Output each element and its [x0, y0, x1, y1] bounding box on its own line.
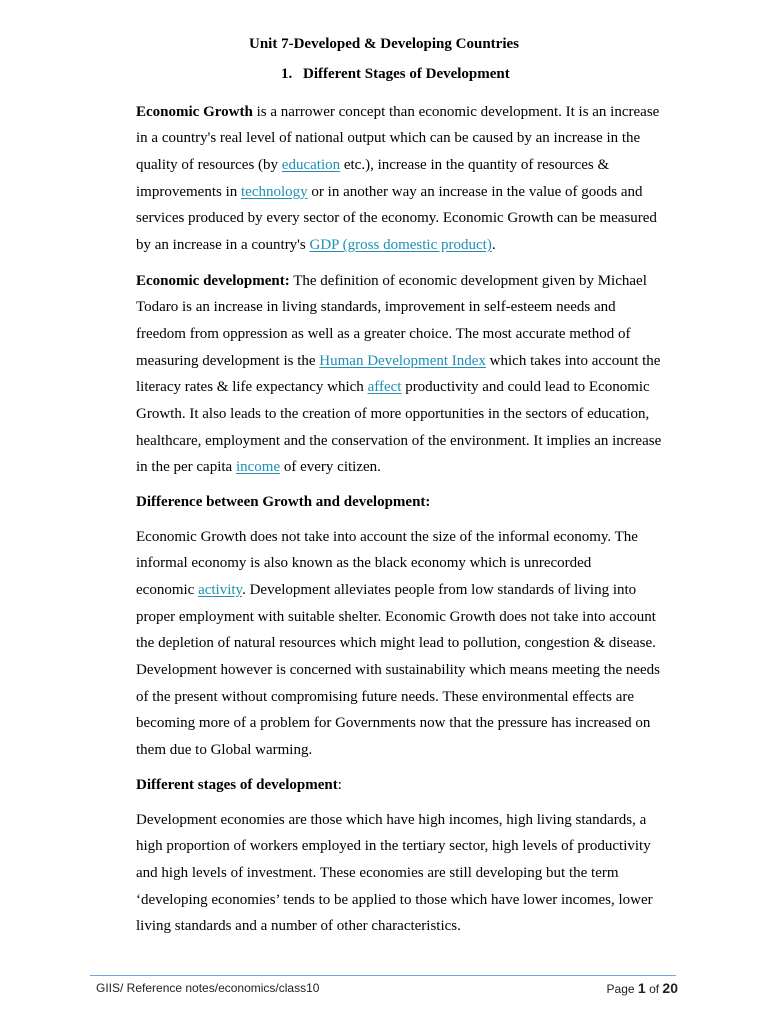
text-line: high proportion of workers employed in the tertiary sector, high levels of productivity — [136, 838, 651, 855]
text-line: Economic Growth does not take into account the size of the informal economy. The — [136, 528, 638, 545]
link-technology[interactable]: technology — [241, 183, 308, 200]
text-line: living standards and a number of other characteristics. — [136, 918, 461, 935]
text-line — [136, 232, 659, 259]
section-number: 1. — [281, 66, 293, 82]
link-gdp[interactable]: GDP (gross domestic product) — [309, 237, 492, 254]
heading-text: Difference between Growth and development: — [136, 493, 431, 510]
term-economic-growth: Economic Growth — [136, 103, 253, 120]
heading-colon: : — [337, 776, 342, 793]
text-line: them due to Global warming. — [136, 742, 313, 759]
text-line: of the present without compromising future needs. These environmental effects are — [136, 688, 635, 705]
text-line: and high levels of investment. These economies are still developing but the term — [136, 864, 619, 881]
text-line: Growth. It also leads to the creation of more opportunities in the sectors of education, — [136, 406, 650, 423]
text-line — [136, 99, 659, 126]
text-line — [136, 454, 661, 481]
footer-divider — [90, 975, 676, 976]
text-segment: economic — [136, 581, 199, 598]
text-segment: . Development alleviates people from low standards of living into — [242, 581, 637, 598]
heading-difference — [136, 489, 430, 516]
section-title: Different Stages of Development — [303, 66, 510, 82]
term-economic-development: Economic development: — [136, 272, 290, 289]
text-segment: by an increase in a country's — [136, 237, 310, 254]
text-line: Development economies are those which have high incomes, high living standards, a — [136, 811, 647, 828]
text-segment: or in another way an increase in the value of goods and — [307, 183, 643, 200]
text-segment: measuring development is the — [136, 352, 320, 369]
text-line — [136, 374, 661, 401]
link-education[interactable]: education — [281, 156, 341, 173]
text-line: in a country's real level of national output which can be caused by an increase in the — [136, 130, 641, 147]
page-current: 1 — [637, 980, 646, 996]
text-line — [136, 152, 659, 179]
text-segment: literacy rates & life expectancy which — [136, 379, 368, 396]
text-segment: is a narrower concept than economic development. It is an increase — [252, 103, 660, 120]
text-line: Todaro is an increase in living standards, improvement in self-esteem needs and — [136, 299, 616, 316]
text-line: services produced by every sector of the economy. Economic Growth can be measured — [136, 210, 657, 227]
link-affect[interactable]: affect — [367, 379, 402, 396]
text-line: freedom from oppression as well as a greater choice. The most accurate method of — [136, 325, 631, 342]
text-segment: improvements in — [136, 183, 241, 200]
page-label: Page — [606, 982, 635, 996]
link-activity[interactable]: activity — [198, 581, 243, 598]
link-human-development-index[interactable]: Human Development Index — [319, 352, 486, 369]
text-line: Development however is concerned with sustainability which means meeting the needs — [136, 662, 661, 679]
section-heading — [281, 61, 510, 87]
text-segment: quality of resources (by — [136, 156, 282, 173]
document-title: Unit 7-Developed & Developing Countries — [249, 36, 519, 52]
text-segment: . — [491, 237, 496, 254]
text-segment: etc.), increase in the quantity of resources & — [340, 156, 610, 173]
text-line: the depletion of natural resources which might lead to pollution, congestion & disease. — [136, 635, 656, 652]
text-line — [136, 179, 659, 206]
text-line: proper employment with suitable shelter. Economic Growth does not take into account — [136, 608, 656, 625]
text-line — [136, 577, 660, 604]
text-segment: productivity and could lead to Economic — [401, 379, 650, 396]
text-line — [136, 348, 661, 375]
of-label: of — [649, 982, 660, 996]
link-income[interactable]: income — [235, 459, 281, 476]
page-total: 20 — [662, 980, 678, 996]
paragraph-difference — [136, 524, 660, 764]
page-number — [607, 979, 678, 998]
text-line: becoming more of a problem for Governments now that the pressure has increased on — [136, 715, 651, 732]
heading-line — [136, 772, 342, 799]
text-segment: in the per capita — [136, 459, 236, 476]
footer-path: GIIS/ Reference notes/economics/class10 — [96, 981, 320, 995]
paragraph-stages — [136, 807, 653, 940]
text-segment: of every citizen. — [280, 459, 381, 476]
paragraph-economic-development — [136, 268, 661, 482]
paragraph-economic-growth — [136, 99, 659, 259]
text-segment: which takes into account the — [485, 352, 661, 369]
text-line: ‘developing economies’ tends to be applied to those which have lower incomes, lower — [136, 891, 653, 908]
heading-text: Different stages of development — [136, 776, 338, 793]
text-segment: The definition of economic development given by Michael — [289, 272, 647, 289]
heading-stages — [136, 772, 342, 799]
text-line — [136, 268, 661, 295]
text-line: informal economy is also known as the black economy which is unrecorded — [136, 555, 592, 572]
text-line: healthcare, employment and the conservation of the environment. It implies an increase — [136, 432, 662, 449]
